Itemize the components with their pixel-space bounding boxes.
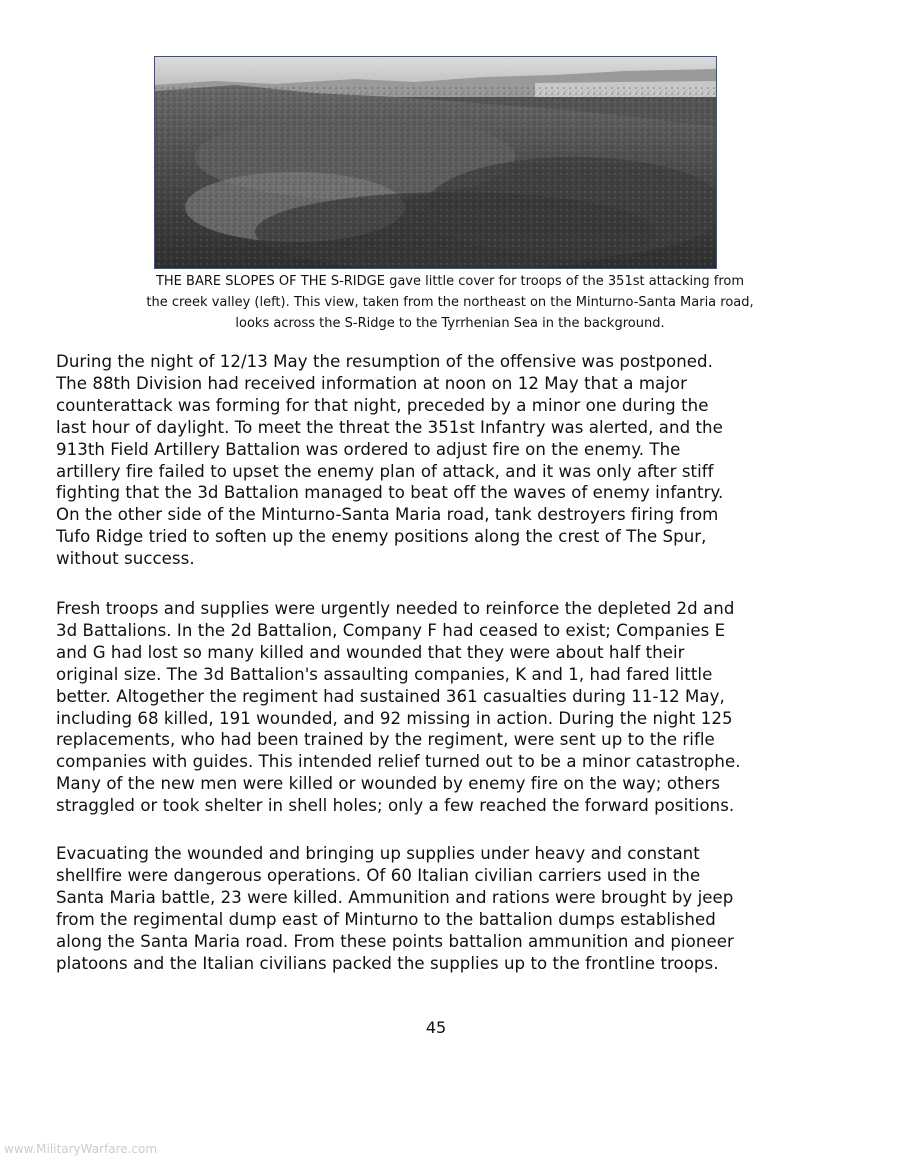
text-line: shellfire were dangerous operations. Of 60 Italian civilian carriers used in the [56,865,701,885]
text-line: fighting that the 3d Battalion managed to beat off the waves of enemy infantry. [56,483,724,503]
text-line: original size. The 3d Battalion's assaulting companies, K and 1, had fared little [56,664,713,684]
text-line: 913th Field Artillery Battalion was ordered to adjust fire on the enemy. The [56,439,681,459]
photo-caption [60,271,840,334]
text-line: Fresh troops and supplies were urgently needed to reinforce the depleted 2d and [56,599,735,618]
text-line: Tufo Ridge tried to soften up the enemy positions along the crest of The Spur, [56,527,707,547]
text-line: from the regimental dump east of Minturno to the battalion dumps established [56,909,716,929]
caption-line: looks across the S-Ridge to the Tyrrhenian Sea in the background. [235,316,665,331]
caption-line: THE BARE SLOPES OF THE S-RIDGE gave little cover for troops of the 351st attacking from [155,274,745,289]
text-line: Santa Maria battle, 23 were killed. Ammunition and rations were brought by jeep [56,887,734,907]
historical-photo [154,56,717,269]
text-line: counterattack was forming for that night, preceded by a minor one during the [56,395,709,415]
text-line: During the night of 12/13 May the resumption of the offensive was postponed. [56,352,713,371]
text-line: along the Santa Maria road. From these points battalion ammunition and pioneer [56,931,734,951]
text-line: including 68 killed, 191 wounded, and 92 missing in action. During the night 125 [56,708,733,728]
text-line: The 88th Division had received information at noon on 12 May that a major [56,373,688,393]
text-line: better. Altogether the regiment had sustained 361 casualties during 11-12 May, [56,686,725,706]
page-number: 45 [425,1018,447,1037]
watermark: www.MilitaryWarfare.com [4,1142,158,1156]
text-line: 3d Battalions. In the 2d Battalion, Company F had ceased to exist; Companies E [56,620,726,640]
text-line: Many of the new men were killed or wounded by enemy fire on the way; others [56,774,721,794]
text-line: platoons and the Italian civilians packed the supplies up to the frontline troops. [56,953,719,973]
text-line: Evacuating the wounded and bringing up supplies under heavy and constant [56,844,700,863]
text-line: and G had lost so many killed and wounded that they were about half their [56,642,685,662]
text-line: last hour of daylight. To meet the threat the 351st Infantry was alerted, and the [56,417,723,437]
text-line: companies with guides. This intended relief turned out to be a minor catastrophe. [56,752,741,772]
paragraph-evacuating [56,843,856,974]
text-line: without success. [56,549,195,569]
text-line: replacements, who had been trained by the regiment, were sent up to the rifle [56,730,715,750]
text-line: straggled or took shelter in shell holes; only a few reached the forward positions. [56,796,735,816]
text-line: On the other side of the Minturno-Santa Maria road, tank destroyers firing from [56,505,719,525]
hill-slopes-image [155,57,716,268]
caption-line: the creek valley (left). This view, taken from the northeast on the Minturno-Santa Maria road, [146,295,754,310]
paragraph-night-postponed [56,351,856,570]
text-line: artillery fire failed to upset the enemy plan of attack, and it was only after stiff [56,461,714,481]
paragraph-fresh-troops [56,598,856,817]
